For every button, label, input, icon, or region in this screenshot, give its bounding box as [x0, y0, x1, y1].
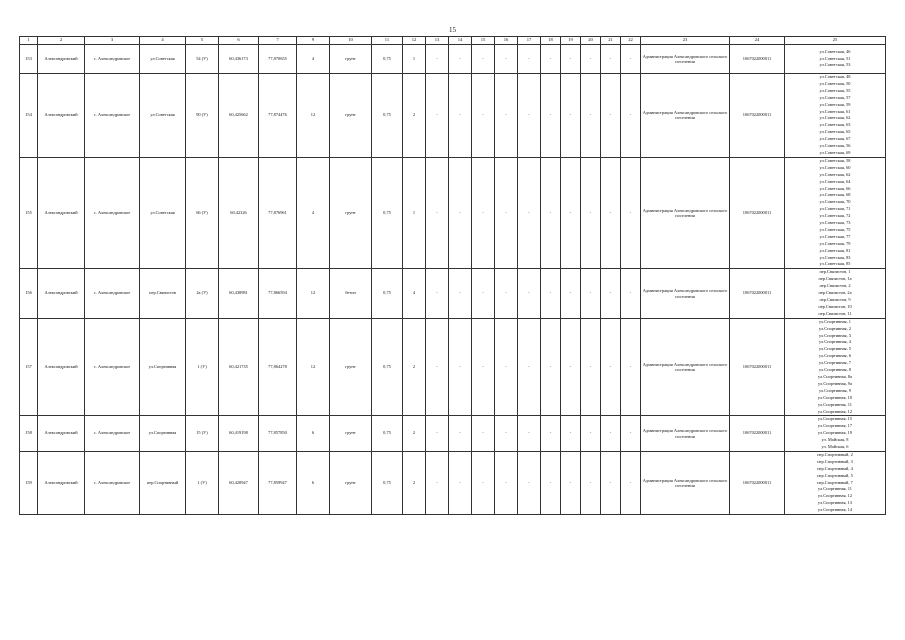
empty-value-cell: -	[621, 157, 641, 269]
address-line: ул.Советская, 73	[819, 220, 851, 226]
empty-value-cell: -	[472, 157, 495, 269]
column-number: 11	[372, 37, 403, 45]
empty-value-cell: -	[621, 269, 641, 318]
empty-value-cell: -	[518, 318, 541, 416]
street-name: ул.Советская	[140, 45, 186, 74]
column-number: 22	[621, 37, 641, 45]
container-volume: 0,75	[372, 318, 403, 416]
empty-value-cell: -	[426, 416, 449, 452]
container-count: 2	[403, 74, 426, 158]
empty-value-cell: -	[426, 269, 449, 318]
empty-value-cell: -	[561, 269, 581, 318]
empty-value-cell: -	[495, 74, 518, 158]
empty-value-cell: -	[621, 45, 641, 74]
column-number: 19	[561, 37, 581, 45]
owner-name: Администрация Александровского сельского поселения	[641, 269, 730, 318]
address-line: ул.Советская, 77	[819, 233, 851, 239]
empty-value-cell: -	[495, 269, 518, 318]
empty-value-cell: -	[561, 416, 581, 452]
empty-value-cell: -	[541, 318, 561, 416]
empty-value-cell: -	[601, 318, 621, 416]
container-count: 4	[403, 269, 426, 318]
empty-value-cell: -	[561, 45, 581, 74]
site-area: 12	[297, 318, 330, 416]
container-volume: 0,75	[372, 74, 403, 158]
house-number: 54 (У)	[186, 45, 219, 74]
empty-value-cell: -	[518, 269, 541, 318]
empty-value-cell: -	[449, 269, 472, 318]
house-number: 1 (У)	[186, 318, 219, 416]
container-count: 1	[403, 45, 426, 74]
page-number: 15	[449, 26, 456, 34]
owner-ogrn: 1067022000011	[730, 45, 785, 74]
column-number: 18	[541, 37, 561, 45]
address-line: ул.Советская, 69	[819, 149, 851, 155]
street-name: пер.Спортивный	[140, 451, 186, 514]
container-volume: 0,75	[372, 451, 403, 514]
empty-value-cell: -	[495, 318, 518, 416]
empty-value-cell: -	[581, 157, 601, 269]
column-number: 10	[330, 37, 372, 45]
empty-value-cell: -	[561, 451, 581, 514]
settlement-name: Александровский	[38, 451, 85, 514]
address-line: ул.Спортивная, 12	[817, 408, 853, 414]
settlement-name: Александровский	[38, 318, 85, 416]
empty-value-cell: -	[581, 451, 601, 514]
latitude: 60,419198	[219, 416, 259, 452]
settlement-name: Александровский	[38, 157, 85, 269]
address-line: ул.Советская, 46	[819, 48, 851, 54]
row-number: 155	[20, 157, 38, 269]
address-line: ул.Спортивная, 11	[818, 401, 852, 407]
address-line: ул.Советская, 48	[819, 74, 851, 79]
column-number: 15	[472, 37, 495, 45]
column-number: 17	[518, 37, 541, 45]
empty-value-cell: -	[518, 451, 541, 514]
address-line: ул.Спортивная, 4	[819, 339, 851, 345]
address-line: ул.Спортивная, 6	[819, 353, 851, 359]
address-line: ул.Спортивная, 3	[819, 332, 851, 338]
house-number: 1 (У)	[186, 451, 219, 514]
empty-value-cell: -	[601, 451, 621, 514]
column-number: 16	[495, 37, 518, 45]
site-area: 12	[297, 74, 330, 158]
latitude: 60,425662	[219, 74, 259, 158]
container-count: 1	[403, 157, 426, 269]
empty-value-cell: -	[426, 157, 449, 269]
address-line: ул.Советская, 59	[819, 101, 851, 107]
locality-name: с. Александровское	[85, 318, 140, 416]
longitude: 77,859947	[259, 451, 297, 514]
served-addresses	[785, 157, 886, 269]
address-line: пер.Связистов, 9	[819, 297, 851, 302]
owner-name: Администрация Александровского сельского поселения	[641, 416, 730, 452]
surface-type: грунт	[330, 451, 372, 514]
address-line: ул.Советская, 51	[819, 55, 851, 61]
address-line: ул.Советская, 53	[819, 62, 851, 68]
address-line: пер.Связистов, 1а	[818, 276, 852, 282]
address-line: ул.Спортивная, 9	[819, 387, 851, 393]
column-number: 9	[297, 37, 330, 45]
column-number: 23	[641, 37, 730, 45]
column-number: 24	[730, 37, 785, 45]
locality-name: с. Александровское	[85, 74, 140, 158]
address-line: ул.Советская, 79	[819, 240, 851, 246]
empty-value-cell: -	[541, 451, 561, 514]
address-line: ул.Советская, 55	[819, 87, 851, 93]
address-line: ул.Спортивная, 8а	[818, 373, 852, 379]
container-count: 2	[403, 451, 426, 514]
locality-name: с. Александровское	[85, 45, 140, 74]
empty-value-cell: -	[518, 157, 541, 269]
surface-type: грунт	[330, 318, 372, 416]
served-addresses	[785, 45, 886, 74]
address-line: ул.Спортивная, 1	[819, 318, 851, 324]
owner-name: Администрация Александровского сельского поселения	[641, 318, 730, 416]
empty-value-cell: -	[426, 74, 449, 158]
empty-value-cell: -	[518, 74, 541, 158]
column-number: 20	[581, 37, 601, 45]
served-addresses	[785, 451, 886, 514]
empty-value-cell: -	[449, 157, 472, 269]
empty-value-cell: -	[581, 416, 601, 452]
container-volume: 0,75	[372, 269, 403, 318]
address-line: ул.Советская, 63	[819, 122, 851, 128]
empty-value-cell: -	[472, 416, 495, 452]
empty-value-cell: -	[449, 451, 472, 514]
address-line: пер.Спортивный, 2	[817, 451, 853, 457]
column-number: 12	[403, 37, 426, 45]
owner-name: Администрация Александровского сельского поселения	[641, 451, 730, 514]
address-line: ул.Спортивная, 5	[819, 346, 851, 352]
empty-value-cell: -	[449, 74, 472, 158]
empty-value-cell: -	[601, 416, 621, 452]
house-number: 90 (У)	[186, 74, 219, 158]
address-line: ул.Советская, 62	[819, 115, 851, 121]
address-line: ул.Спортивная, 13	[817, 500, 853, 506]
table-row	[20, 45, 886, 74]
column-number: 3	[85, 37, 140, 45]
container-volume: 0,75	[372, 45, 403, 74]
address-line: пер.Связистов, 10	[818, 303, 852, 309]
served-addresses	[785, 416, 886, 452]
site-area: 6	[297, 451, 330, 514]
address-line: ул.Советская, 70	[819, 199, 851, 205]
owner-ogrn: 1067022000011	[730, 74, 785, 158]
longitude: 77,864278	[259, 318, 297, 416]
column-number: 4	[140, 37, 186, 45]
house-number: 66 (У)	[186, 157, 219, 269]
register-table	[19, 36, 886, 515]
address-line: ул.Спортивная, 19	[817, 430, 853, 436]
latitude: 60,42326	[219, 157, 259, 269]
empty-value-cell: -	[449, 45, 472, 74]
owner-ogrn: 1067022000011	[730, 416, 785, 452]
empty-value-cell: -	[472, 45, 495, 74]
address-line: ул.Спортивная, 7	[819, 360, 851, 366]
address-line: ул.Советская, 58	[819, 157, 851, 163]
address-line: ул.Спортивная, 8	[819, 367, 851, 373]
address-line: ул.Советская, 65	[819, 129, 851, 135]
latitude: 60,436173	[219, 45, 259, 74]
address-line: ул.Советская, 83	[819, 254, 851, 260]
empty-value-cell: -	[621, 74, 641, 158]
column-number: 25	[785, 37, 886, 45]
street-name: ул.Спортивная	[140, 318, 186, 416]
container-volume: 0,75	[372, 157, 403, 269]
empty-value-cell: -	[581, 318, 601, 416]
address-line: пер.Спортивный, 4	[817, 465, 853, 471]
column-number: 5	[186, 37, 219, 45]
locality-name: с. Александровское	[85, 269, 140, 318]
site-area: 6	[297, 416, 330, 452]
column-number: 6	[219, 37, 259, 45]
address-line: ул. Майская, 8	[821, 437, 849, 443]
empty-value-cell: -	[449, 318, 472, 416]
empty-value-cell: -	[495, 416, 518, 452]
surface-type: грунт	[330, 45, 372, 74]
table-row	[20, 74, 886, 158]
address-line: ул.Советская, 68	[819, 192, 851, 198]
empty-value-cell: -	[561, 318, 581, 416]
served-addresses	[785, 74, 886, 158]
empty-value-cell: -	[581, 74, 601, 158]
empty-value-cell: -	[472, 74, 495, 158]
surface-type: грунт	[330, 157, 372, 269]
empty-value-cell: -	[449, 416, 472, 452]
container-volume: 0,75	[372, 416, 403, 452]
empty-value-cell: -	[601, 157, 621, 269]
address-line: ул.Спортивная, 17	[817, 423, 853, 429]
street-name: ул.Советская	[140, 157, 186, 269]
empty-value-cell: -	[426, 45, 449, 74]
settlement-name: Александровский	[38, 74, 85, 158]
empty-value-cell: -	[541, 157, 561, 269]
row-number: 154	[20, 74, 38, 158]
longitude: 77,874476	[259, 74, 297, 158]
latitude: 60,421735	[219, 318, 259, 416]
address-line: ул.Советская, 60	[819, 164, 851, 170]
address-line: ул.Советская, 67	[819, 136, 851, 142]
address-line: ул.Спортивная, 12	[817, 493, 853, 499]
container-count: 2	[403, 318, 426, 416]
settlement-name: Александровский	[38, 269, 85, 318]
street-name: ул.Советская	[140, 74, 186, 158]
address-line: ул.Советская, 64	[819, 178, 851, 184]
address-line: ул.Советская, 62	[819, 171, 851, 177]
address-line: ул.Спортивная, 14	[817, 507, 853, 513]
empty-value-cell: -	[541, 74, 561, 158]
address-line: ул.Советская, 71	[819, 206, 851, 212]
longitude: 77,857850	[259, 416, 297, 452]
row-number: 158	[20, 416, 38, 452]
street-name: ул.Спортивная	[140, 416, 186, 452]
surface-type: грунт	[330, 74, 372, 158]
street-name: пер.Связистов	[140, 269, 186, 318]
address-line: ул.Советская, 75	[819, 226, 851, 232]
container-count: 2	[403, 416, 426, 452]
address-line: ул.Спортивная, 10	[817, 394, 853, 400]
address-line: ул.Спортивная, 11	[818, 486, 852, 492]
address-line: пер.Связистов, 11	[818, 310, 852, 316]
row-number: 157	[20, 318, 38, 416]
longitude: 77,866594	[259, 269, 297, 318]
empty-value-cell: -	[621, 318, 641, 416]
empty-value-cell: -	[561, 74, 581, 158]
owner-name: Администрация Александровского сельского поселения	[641, 157, 730, 269]
locality-name: с. Александровское	[85, 451, 140, 514]
address-line: ул.Советская, 61	[819, 108, 851, 114]
address-line: пер.Связистов, 1	[819, 269, 851, 275]
column-number: 7	[259, 37, 297, 45]
address-line: пер.Спортивный, 3	[817, 458, 853, 464]
address-line: ул.Спортивная, 2	[819, 325, 851, 331]
empty-value-cell: -	[601, 74, 621, 158]
column-number: 13	[426, 37, 449, 45]
locality-name: с. Александровское	[85, 416, 140, 452]
address-line: пер.Спортивный, 7	[817, 479, 853, 485]
address-line: ул.Советская, 57	[819, 94, 851, 100]
empty-value-cell: -	[472, 318, 495, 416]
surface-type: бетон	[330, 269, 372, 318]
owner-ogrn: 1067022000011	[730, 269, 785, 318]
surface-type: грунт	[330, 416, 372, 452]
empty-value-cell: -	[472, 451, 495, 514]
site-area: 4	[297, 157, 330, 269]
latitude: 60,438981	[219, 269, 259, 318]
address-line: пер.Связистов, 2	[819, 283, 851, 289]
table-row	[20, 318, 886, 416]
table-row	[20, 416, 886, 452]
house-number: 2а (У)	[186, 269, 219, 318]
column-number: 21	[601, 37, 621, 45]
empty-value-cell: -	[621, 451, 641, 514]
column-number: 2	[38, 37, 85, 45]
site-area: 4	[297, 45, 330, 74]
address-line: ул.Спортивная, 9а	[818, 380, 852, 386]
settlement-name: Александровский	[38, 45, 85, 74]
owner-name: Администрация Александровского сельского поселения	[641, 74, 730, 158]
served-addresses	[785, 269, 886, 318]
longitude: 77,870655	[259, 45, 297, 74]
empty-value-cell: -	[518, 416, 541, 452]
empty-value-cell: -	[541, 416, 561, 452]
address-line: ул.Советская, 85	[819, 261, 851, 267]
empty-value-cell: -	[601, 45, 621, 74]
empty-value-cell: -	[426, 451, 449, 514]
empty-value-cell: -	[581, 269, 601, 318]
locality-name: с. Александровское	[85, 157, 140, 269]
header-row	[20, 37, 886, 45]
address-line: ул.Спортивная, 15	[817, 416, 853, 422]
owner-ogrn: 1067022000011	[730, 157, 785, 269]
address-line: ул.Советская, 81	[819, 247, 851, 253]
owner-name: Администрация Александровского сельского поселения	[641, 45, 730, 74]
house-number: 15 (У)	[186, 416, 219, 452]
owner-ogrn: 1067022000011	[730, 318, 785, 416]
longitude: 77,876961	[259, 157, 297, 269]
empty-value-cell: -	[541, 269, 561, 318]
empty-value-cell: -	[541, 45, 561, 74]
address-line: ул.Советская, 50	[819, 80, 851, 86]
empty-value-cell: -	[495, 451, 518, 514]
empty-value-cell: -	[621, 416, 641, 452]
empty-value-cell: -	[472, 269, 495, 318]
address-line: ул.Советская, 56	[819, 143, 851, 149]
row-number: 153	[20, 45, 38, 74]
empty-value-cell: -	[426, 318, 449, 416]
owner-ogrn: 1067022000011	[730, 451, 785, 514]
address-line: пер.Спортивный, 5	[817, 472, 853, 478]
empty-value-cell: -	[581, 45, 601, 74]
table-row	[20, 157, 886, 269]
row-number: 159	[20, 451, 38, 514]
column-number: 1	[20, 37, 38, 45]
address-line: ул. Майская, 6	[821, 444, 849, 450]
settlement-name: Александровский	[38, 416, 85, 452]
address-line: ул.Советская, 66	[819, 185, 851, 191]
address-line: ул.Советская, 72	[819, 213, 851, 219]
row-number: 156	[20, 269, 38, 318]
table-row	[20, 269, 886, 318]
address-line: пер.Связистов, 2а	[818, 290, 852, 296]
empty-value-cell: -	[561, 157, 581, 269]
served-addresses	[785, 318, 886, 416]
latitude: 60,420947	[219, 451, 259, 514]
column-number: 14	[449, 37, 472, 45]
site-area: 12	[297, 269, 330, 318]
table-row	[20, 451, 886, 514]
empty-value-cell: -	[495, 157, 518, 269]
empty-value-cell: -	[601, 269, 621, 318]
empty-value-cell: -	[495, 45, 518, 74]
empty-value-cell: -	[518, 45, 541, 74]
